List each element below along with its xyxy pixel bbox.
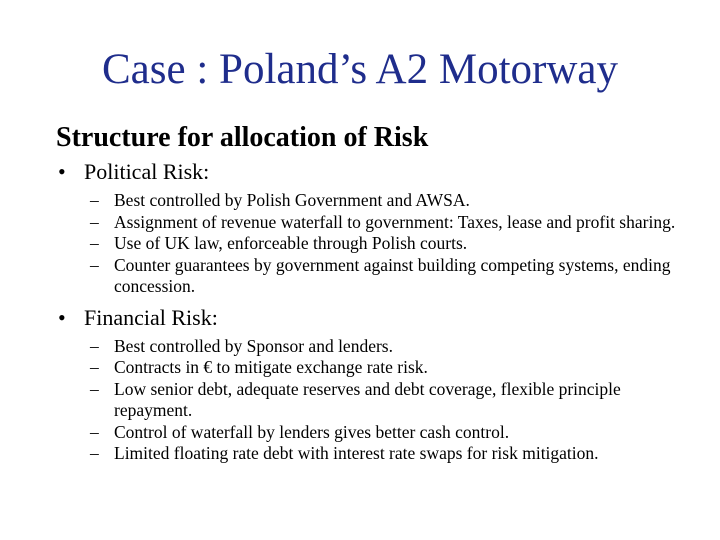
sub-item <box>58 357 691 379</box>
dash-icon: – <box>90 357 99 377</box>
bullet-heading: Political Risk: <box>84 159 210 184</box>
sub-item <box>58 255 691 298</box>
sub-item <box>58 422 691 444</box>
sub-item-text: Control of waterfall by lenders gives better cash control. <box>114 421 510 442</box>
sub-item <box>58 233 691 255</box>
bullet-heading: Financial Risk: <box>84 304 218 330</box>
slide-title: Case : Poland’s A2 Motorway <box>102 46 618 93</box>
dash-icon: – <box>90 233 99 253</box>
slide-content <box>58 158 698 471</box>
sub-item-text: Counter guarantees by government against building competing systems, ending concession. <box>114 254 671 296</box>
slide-subtitle: Structure for allocation of Risk <box>56 122 429 153</box>
dash-icon: – <box>90 335 99 356</box>
bullet-financial-risk <box>58 304 698 332</box>
bullet-icon: • <box>58 304 66 330</box>
sub-item <box>58 443 691 465</box>
sub-item-text: Assignment of revenue waterfall to government: Taxes, lease and profit sharing. <box>114 211 676 232</box>
sub-item <box>58 212 691 234</box>
bullet-political-risk <box>58 158 698 186</box>
dash-icon: – <box>90 211 99 232</box>
sub-item-text: Contracts in € to mitigate exchange rate risk. <box>114 357 428 377</box>
dash-icon: – <box>90 378 99 399</box>
dash-icon: – <box>90 443 99 463</box>
bullet-icon: • <box>58 159 66 184</box>
sub-item-text: Best controlled by Polish Government and AWSA. <box>114 190 470 210</box>
sub-list-financial-risk <box>58 336 698 465</box>
dash-icon: – <box>90 190 99 210</box>
sub-item <box>58 190 691 212</box>
sub-list-political-risk <box>58 190 698 298</box>
sub-item-text: Limited floating rate debt with interest rate swaps for risk mitigation. <box>114 443 599 463</box>
dash-icon: – <box>90 421 99 442</box>
sub-item <box>58 379 691 422</box>
sub-item <box>58 336 691 358</box>
sub-item-text: Use of UK law, enforceable through Polish courts. <box>114 233 468 253</box>
dash-icon: – <box>90 254 99 275</box>
sub-item-text: Low senior debt, adequate reserves and debt coverage, flexible principle repayment. <box>114 378 621 420</box>
sub-item-text: Best controlled by Sponsor and lenders. <box>114 335 393 356</box>
